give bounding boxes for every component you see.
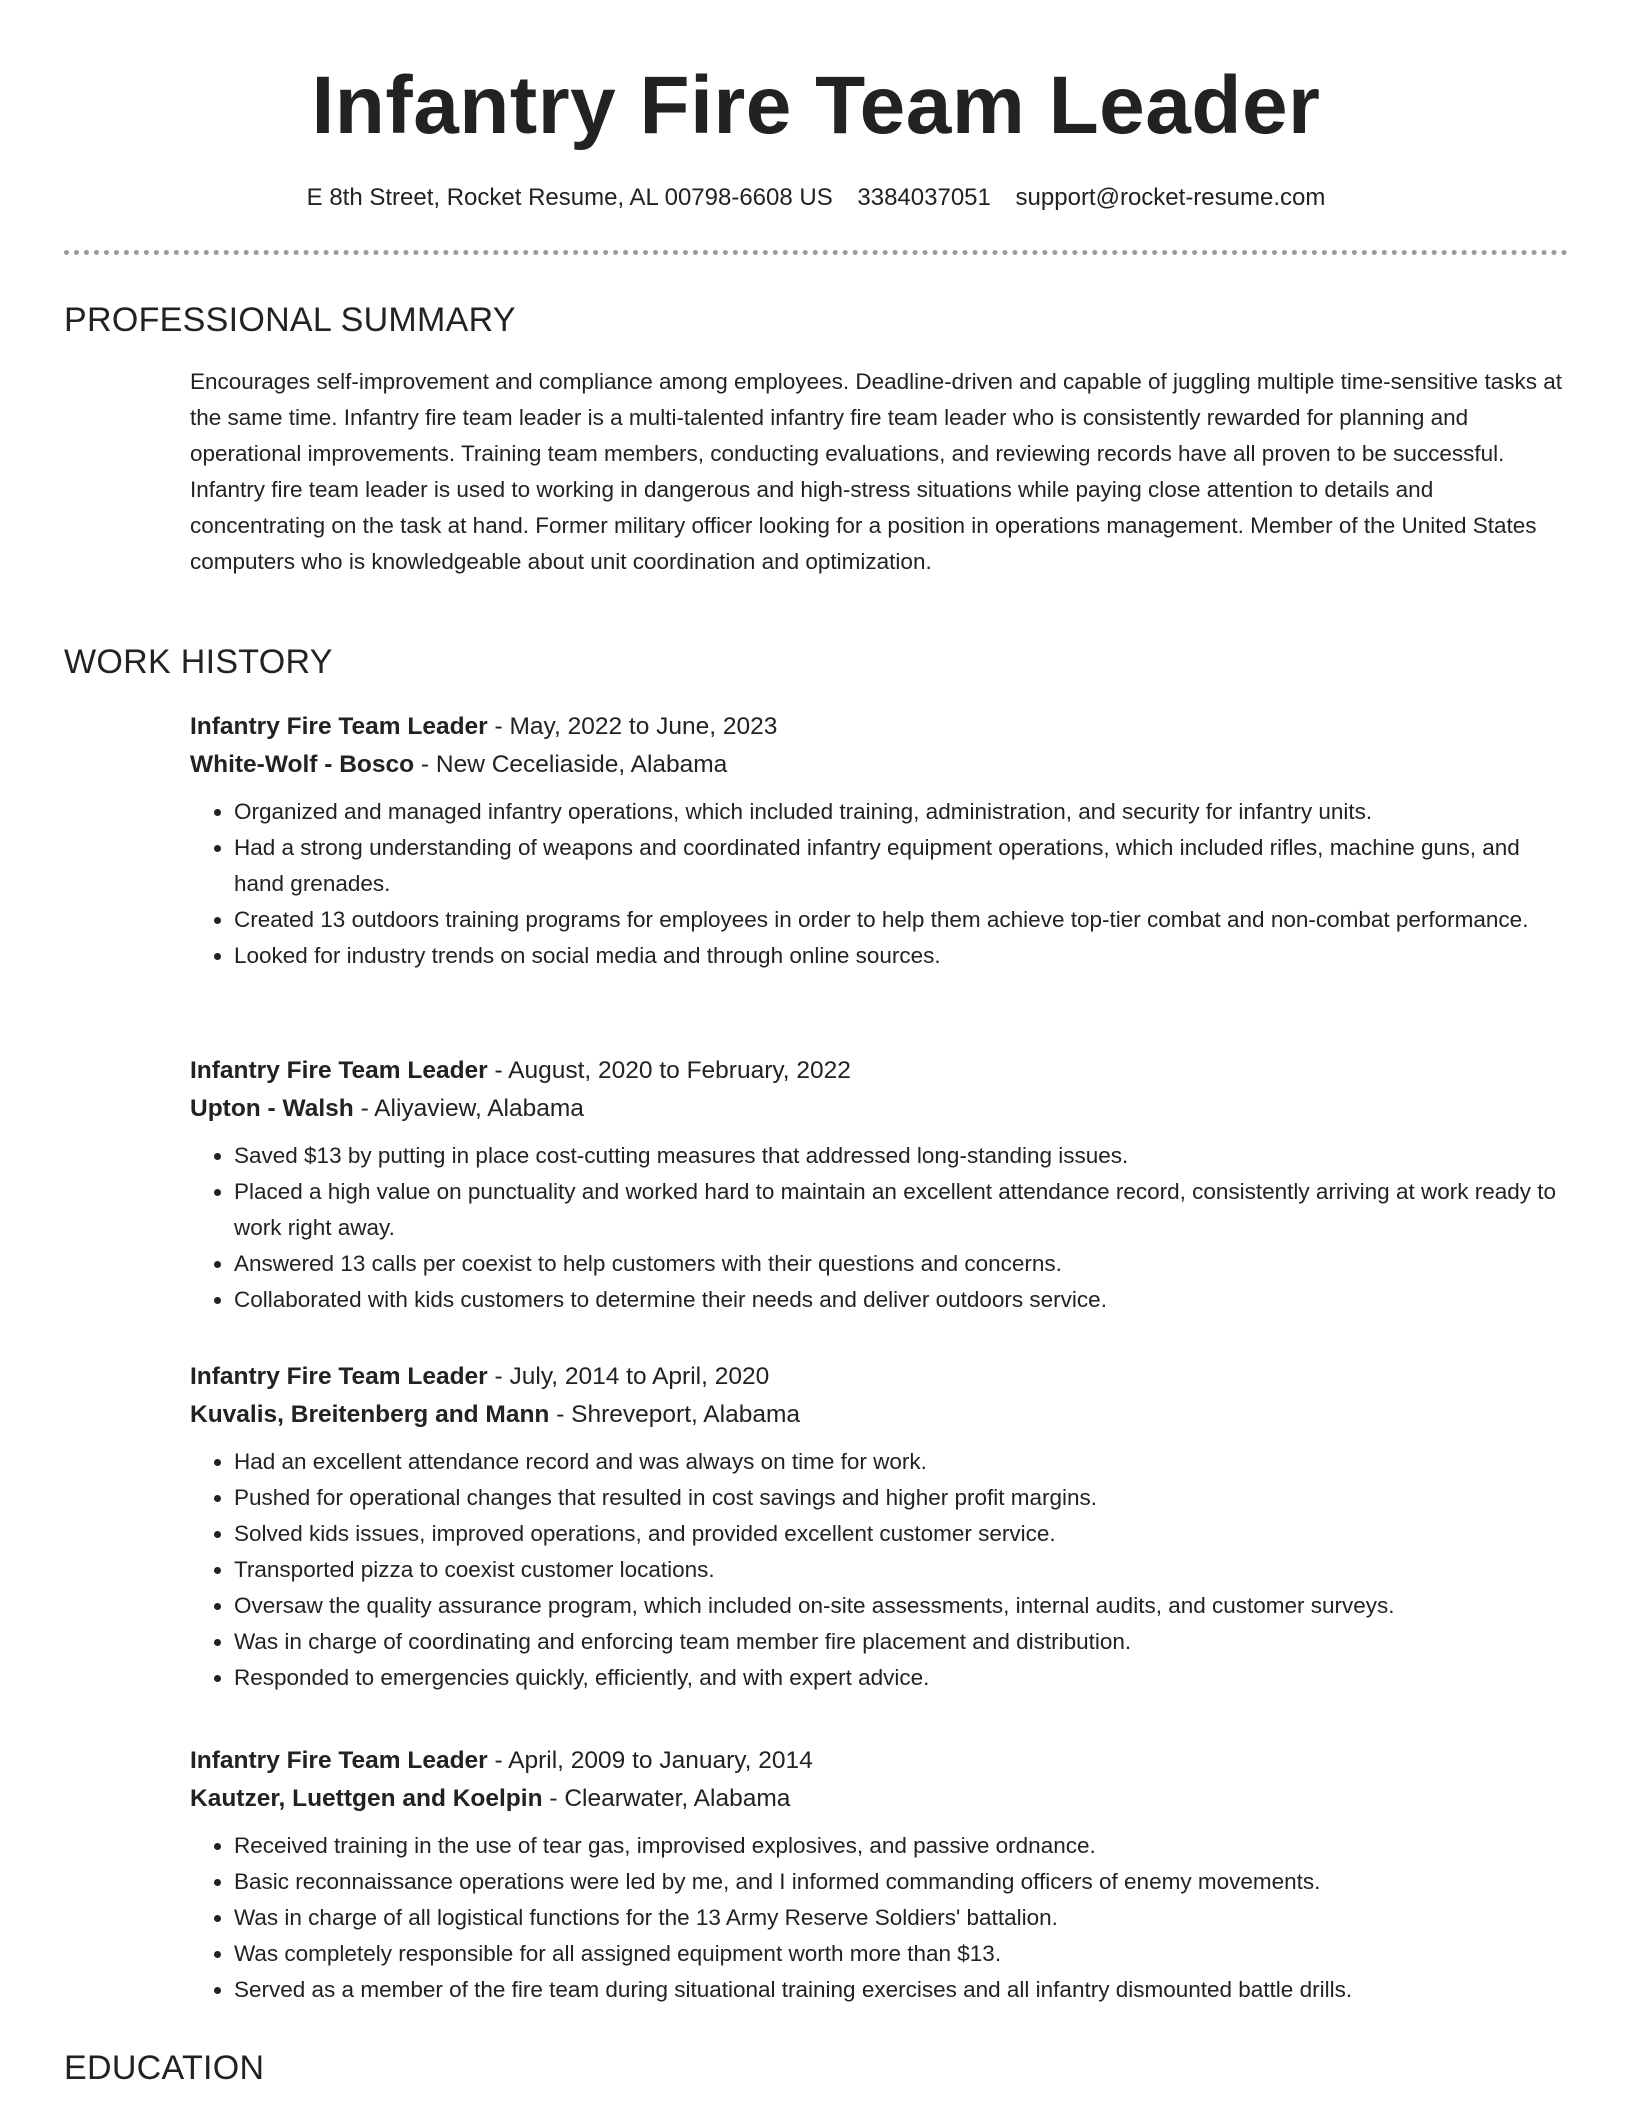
job-location: - New Ceceliaside, Alabama [414, 751, 728, 778]
job-company-line [190, 1780, 1570, 1818]
job-location: - Clearwater, Alabama [542, 1785, 791, 1812]
list-item: • Was completely responsible for all assigned equipment worth more than $13. [234, 1936, 1570, 1972]
job-company: Kautzer, Luettgen and Koelpin [190, 1785, 543, 1812]
list-item: • Basic reconnaissance operations were led by me, and I informed commanding officers of enemy movements. [234, 1864, 1570, 1900]
list-item: • Pushed for operational changes that resulted in cost savings and higher profit margins. [234, 1480, 1570, 1516]
job-dates: - April, 2009 to January, 2014 [487, 1747, 813, 1774]
list-item: • Served as a member of the fire team during situational training exercises and all infantry dismounted battle drills. [234, 1972, 1570, 2008]
job-title-line [190, 708, 1570, 746]
job-dates: - August, 2020 to February, 2022 [487, 1057, 851, 1084]
job-company-line [190, 746, 1570, 784]
email: support@rocket-resume.com [1015, 184, 1326, 211]
list-item: • Organized and managed infantry operations, which included training, administration, and security for infantry units. [234, 794, 1570, 830]
list-item: • Oversaw the quality assurance program, which included on-site assessments, internal audits, and customer surveys. [234, 1588, 1570, 1624]
list-item: • Was in charge of all logistical functions for the 13 Army Reserve Soldiers' battalion. [234, 1900, 1570, 1936]
job-title-line [190, 1052, 1570, 1090]
section-title-work-history: WORK HISTORY [64, 643, 333, 681]
list-item: • Collaborated with kids customers to determine their needs and deliver outdoors service. [234, 1282, 1570, 1318]
header-divider [64, 250, 1568, 255]
job-entry [190, 1742, 1570, 2008]
section-title-education: EDUCATION [64, 2049, 265, 2087]
job-title-line [190, 1742, 1570, 1780]
job-company-line [190, 1090, 1570, 1128]
list-item: • Transported pizza to coexist customer locations. [234, 1552, 1570, 1588]
list-item: • Created 13 outdoors training programs for employees in order to help them achieve top-tier combat and non-combat performance. [234, 902, 1570, 938]
list-item: • Saved $13 by putting in place cost-cutting measures that addressed long-standing issues. [234, 1138, 1570, 1174]
job-title-line [190, 1358, 1570, 1396]
job-bullets [190, 794, 1570, 974]
phone: 3384037051 [857, 184, 991, 211]
contact-line [0, 180, 1632, 216]
job-location: - Aliyaview, Alabama [353, 1095, 584, 1122]
address: E 8th Street, Rocket Resume, AL 00798-6608 US [306, 184, 833, 211]
job-company: Upton - Walsh [190, 1095, 354, 1122]
job-role: Infantry Fire Team Leader [190, 713, 488, 740]
candidate-name: Infantry Fire Team Leader [311, 60, 1321, 151]
job-company: Kuvalis, Breitenberg and Mann [190, 1401, 550, 1428]
job-entry [190, 1358, 1570, 1696]
job-location: - Shreveport, Alabama [549, 1401, 800, 1428]
list-item: • Placed a high value on punctuality and worked hard to maintain an excellent attendance record, consistently arriving at work ready to work right away. [234, 1174, 1570, 1246]
list-item: • Received training in the use of tear gas, improvised explosives, and passive ordnance. [234, 1828, 1570, 1864]
job-bullets [190, 1444, 1570, 1696]
list-item: • Had an excellent attendance record and was always on time for work. [234, 1444, 1570, 1480]
job-dates: - July, 2014 to April, 2020 [487, 1363, 770, 1390]
list-item: • Responded to emergencies quickly, efficiently, and with expert advice. [234, 1660, 1570, 1696]
job-company: White-Wolf - Bosco [190, 751, 415, 778]
section-title-summary: PROFESSIONAL SUMMARY [64, 301, 516, 339]
list-item: • Answered 13 calls per coexist to help customers with their questions and concerns. [234, 1246, 1570, 1282]
job-entry [190, 1052, 1570, 1318]
list-item: • Solved kids issues, improved operations, and provided excellent customer service. [234, 1516, 1570, 1552]
job-bullets [190, 1138, 1570, 1318]
job-role: Infantry Fire Team Leader [190, 1747, 488, 1774]
job-company-line [190, 1396, 1570, 1434]
list-item: • Had a strong understanding of weapons and coordinated infantry equipment operations, which included rifles, machine guns, and hand grenades. [234, 830, 1570, 902]
job-role: Infantry Fire Team Leader [190, 1363, 488, 1390]
list-item: • Was in charge of coordinating and enforcing team member fire placement and distribution. [234, 1624, 1570, 1660]
list-item: • Looked for industry trends on social media and through online sources. [234, 938, 1570, 974]
summary-text: Encourages self-improvement and compliance among employees. Deadline-driven and capable of juggling multiple time-sensitive tasks at the same time. Infantry fire team leader is a multi-talented infantry fire team leader who is consistently rewarded for planning and operational improvements. Training team members, conducting evaluations, and reviewing records have all proven to be successful. Infantry fire team leader is used to working in dangerous and high-stress situations while paying close attention to details and concentrating on the task at hand. Former military officer looking for a position in operations management. Member of the United States computers who is knowledgeable about unit coordination and optimization. [190, 369, 1562, 574]
job-dates: - May, 2022 to June, 2023 [487, 713, 778, 740]
job-entry [190, 708, 1570, 974]
job-bullets [190, 1828, 1570, 2008]
job-role: Infantry Fire Team Leader [190, 1057, 488, 1084]
